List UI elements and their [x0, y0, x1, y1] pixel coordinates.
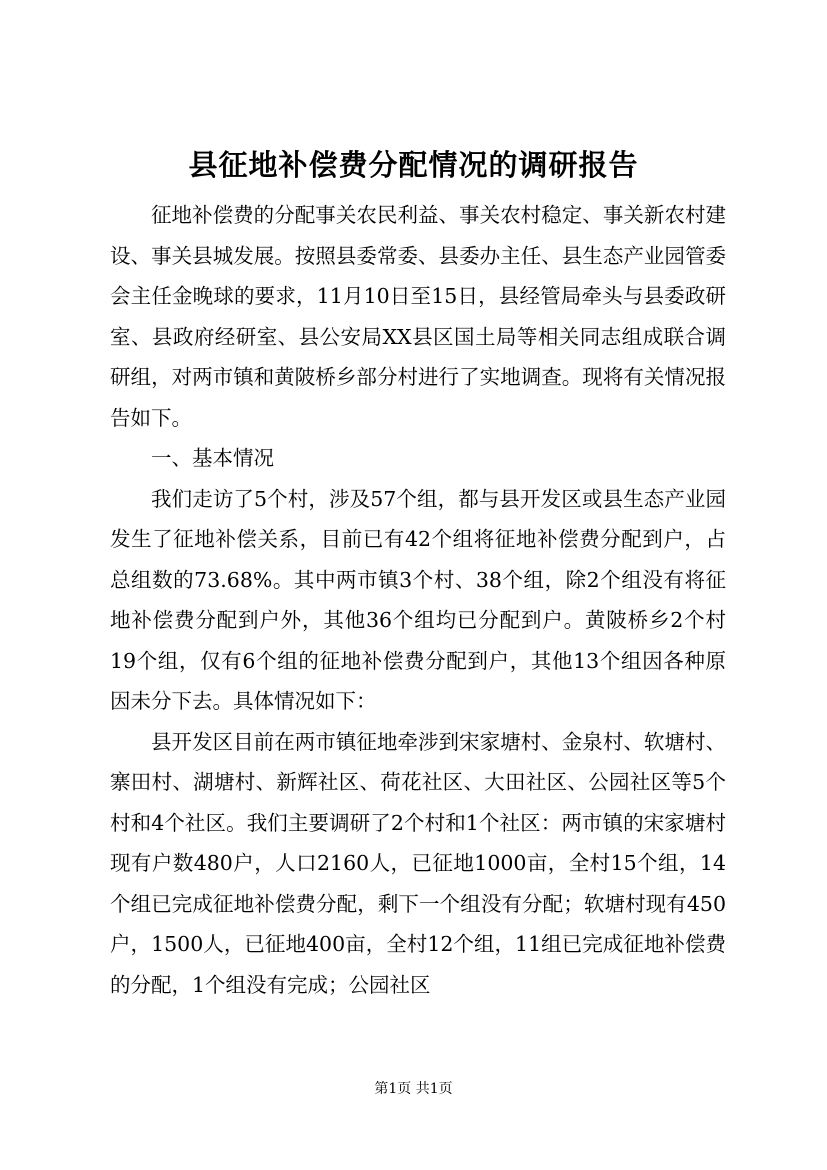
document-body	[110, 195, 726, 1005]
paragraph-details: 县开发区目前在两市镇征地牵涉到宋家塘村、金泉村、软塘村、寨田村、湖塘村、新辉社区、荷花社区、大田社区、公园社区等5个村和4个社区。我们主要调研了2个村和1个社区：两市镇的宋家塘村现有户数480户，人口2160人，已征地1000亩，全村15个组，14个组已完成征地补偿费分配，剩下一个组没有分配；软塘村现有450户，1500人，已征地400亩，全村12个组，11组已完成征地补偿费的分配，1个组没有完成；公园社区	[110, 729, 726, 997]
paragraph-overview: 我们走访了5个村，涉及57个组，都与县开发区或县生态产业园发生了征地补偿关系，目前已有42个组将征地补偿费分配到户，占总组数的73.68%。其中两市镇3个村、38个组，除2个组没有将征地补偿费分配到户外，其他36个组均已分配到户。黄陂桥乡2个村19个组，仅有6个组的征地补偿费分配到户，其他13个组因各种原因未分下去。具体情况如下：	[110, 486, 726, 713]
page-title: 县征地补偿费分配情况的调研报告	[188, 148, 639, 182]
section-heading: 一、基本情况	[151, 446, 274, 470]
page-footer: 第1页 共1页	[374, 1081, 453, 1097]
paragraph-intro: 征地补偿费的分配事关农民利益、事关农村稳定、事关新农村建设、事关县城发展。按照县委常委、县委办主任、县生态产业园管委会主任金晚球的要求，11月10日至15日，县经管局牵头与县委政研室、县政府经研室、县公安局XX县区国土局等相关同志组成联合调研组，对两市镇和黄陂桥乡部分村进行了实地调查。现将有关情况报告如下。	[110, 203, 726, 430]
